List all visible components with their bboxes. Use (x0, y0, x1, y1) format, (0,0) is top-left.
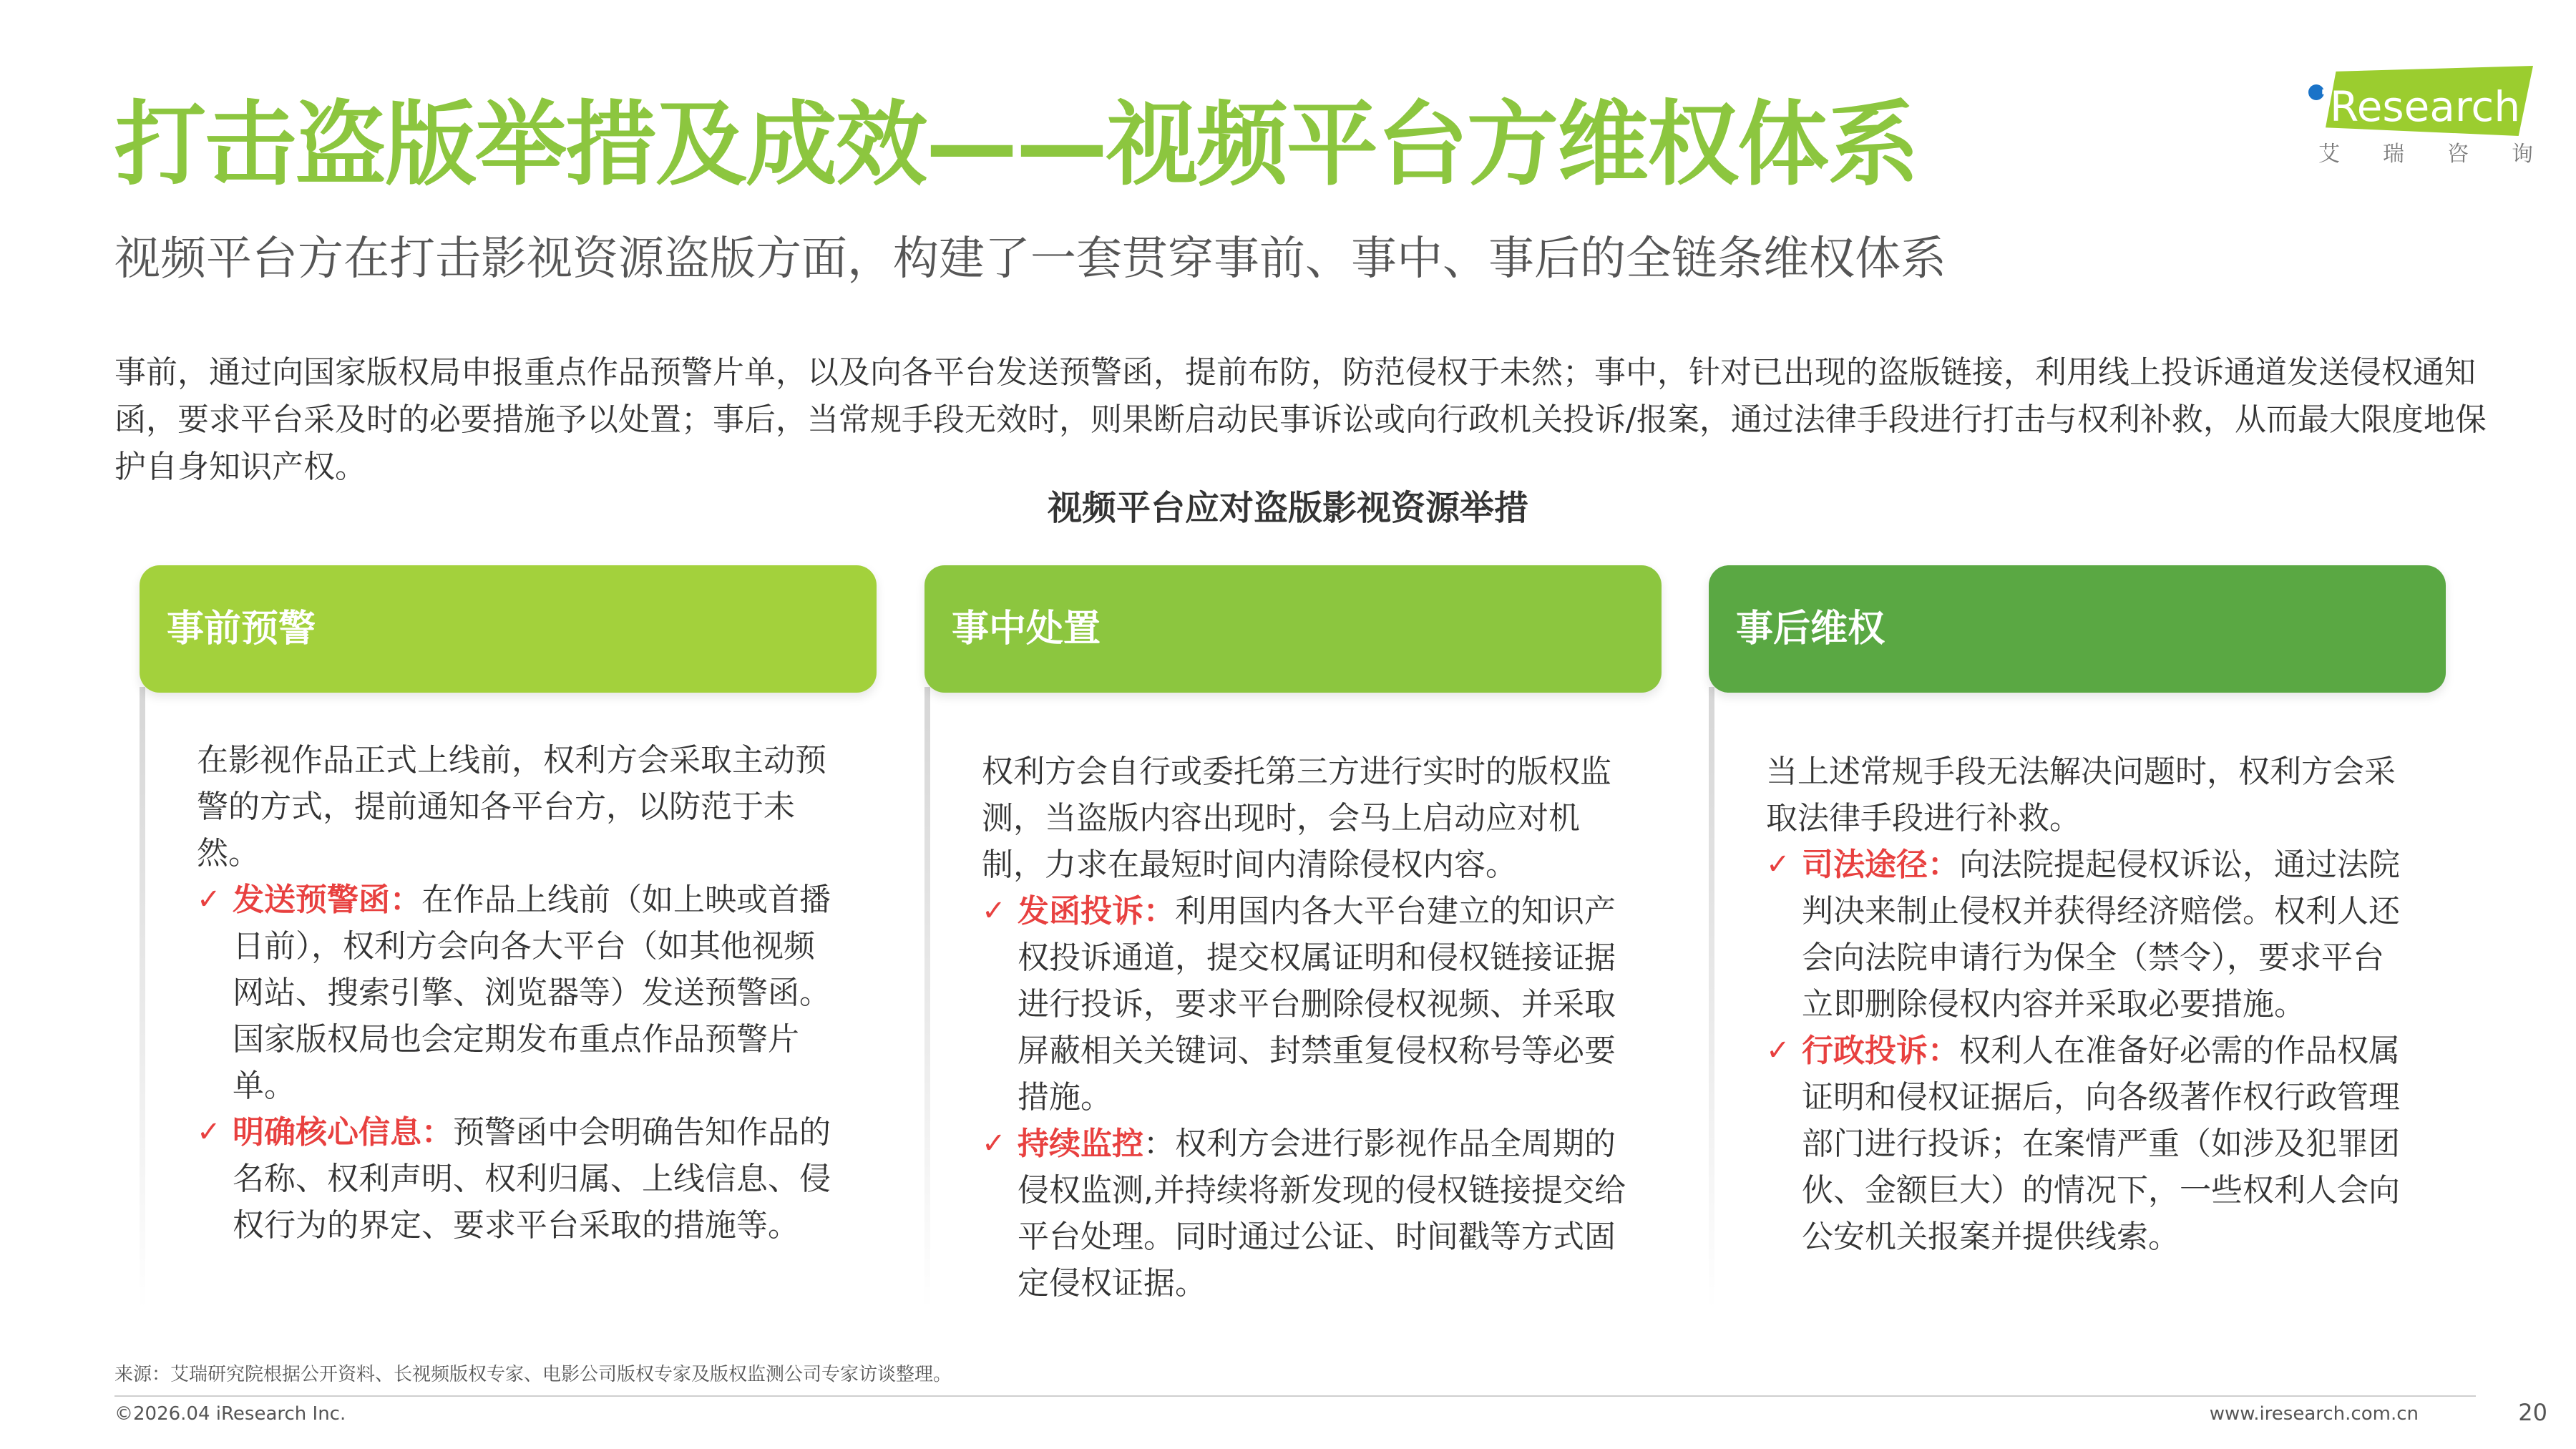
card-title: 事中处置 (952, 608, 1101, 650)
card-left-edge (924, 687, 930, 1309)
bullet-label: 持续监控 (1018, 1126, 1143, 1162)
bullet-item (982, 888, 1626, 1121)
card-intro: 在影视作品正式上线前，权利方会采取主动预警的方式，提前通知各平台方，以防范于未然。 (197, 742, 826, 872)
bullet-label: 司法途径： (1802, 847, 1959, 883)
page-title: 打击盗版举措及成效——视频平台方维权体系 (114, 92, 1918, 198)
check-icon: ✓ (1766, 848, 1790, 881)
bullet-text: 向法院提起侵权诉讼，通过法院判决来制止侵权并获得经济赔偿。权利人还会向法院申请行为保全（禁令），要求平台立即删除侵权内容并采取必要措施。 (1802, 847, 2400, 1023)
card-body (197, 737, 841, 1249)
bullet-text: 利用国内各大平台建立的知识产权投诉通道，提交权属证明和侵权链接证据进行投诉，要求平台删除侵权视频、并采取屏蔽相关关键词、封禁重复侵权称号等必要措施。 (1018, 893, 1616, 1116)
card-header (1709, 565, 2446, 693)
card-header (924, 565, 1662, 693)
check-icon: ✓ (1766, 1034, 1790, 1067)
bullet-item (982, 1121, 1626, 1307)
card-post-rights (1709, 565, 2446, 1345)
bullet-item (197, 1109, 841, 1249)
card-left-edge (140, 687, 145, 1309)
card-intro: 当上述常规手段无法解决问题时，权利方会采取法律手段进行补救。 (1766, 753, 2396, 836)
logo-sub-char: 瑞 (2383, 142, 2404, 167)
card-left-edge (1709, 687, 1714, 1309)
check-icon: ✓ (982, 1127, 1006, 1160)
check-icon: ✓ (982, 894, 1006, 927)
check-icon: ✓ (197, 1116, 221, 1148)
page-subtitle: 视频平台方在打击影视资源盗版方面，构建了一套贯穿事前、事中、事后的全链条维权体系 (114, 233, 1946, 286)
card-in-process (924, 565, 1662, 1345)
card-header (140, 565, 877, 693)
bullet-text: 权利人在准备好必需的作品权属证明和侵权证据后，向各级著作权行政管理部门进行投诉；在案情严重（如涉及犯罪团伙、金额巨大）的情况下，一些权利人会向公安机关报案并提供线索。 (1802, 1033, 2400, 1255)
bullet-text: 预警函中会明确告知作品的名称、权利声明、权利归属、上线信息、侵权行为的界定、要求平台采取的措施等。 (233, 1114, 831, 1244)
bullet-text: ：权利方会进行影视作品全周期的侵权监测,并持续将新发现的侵权链接提交给平台处理。同时通过公证、时间戳等方式固定侵权证据。 (1018, 1126, 1626, 1302)
card-title: 事后维权 (1736, 608, 1885, 650)
card-title: 事前预警 (167, 608, 316, 650)
source-note: 来源：艾瑞研究院根据公开资料、长视频版权专家、电影公司版权专家及版权监测公司专家访谈整理。 (114, 1364, 952, 1385)
bullet-label: 行政投诉： (1802, 1033, 1959, 1069)
intro-paragraph: 事前，通过向国家版权局申报重点作品预警片单，以及向各平台发送预警函，提前布防，防范侵权于未然；事中，针对已出现的盗版链接，利用线上投诉通道发送侵权通知函，要求平台采及时的必要措施予以处置；事后，当常规手段无效时，则果断启动民事诉讼或向行政机关投诉/报案，通过法律手段进行打击与权利补救，从而最大限度地保护自身知识产权。 (114, 354, 2487, 485)
card-body (982, 748, 1626, 1307)
website-link[interactable]: www.iresearch.com.cn (2209, 1403, 2419, 1425)
card-body (1766, 748, 2410, 1260)
logo-sub-char: 艾 (2318, 142, 2340, 167)
copyright: ©2026.04 iResearch Inc. (114, 1403, 346, 1425)
bullet-item (1766, 841, 2410, 1028)
card-pre-warning (140, 565, 877, 1345)
bullet-item (1766, 1028, 2410, 1260)
bullet-label: 发函投诉： (1018, 893, 1175, 930)
check-icon: ✓ (197, 883, 221, 916)
bullet-label: 明确核心信息： (233, 1114, 453, 1151)
footer-divider (114, 1395, 2476, 1397)
logo-subtext (2318, 142, 2533, 167)
bullet-item (197, 877, 841, 1109)
iresearch-logo (2304, 66, 2533, 173)
card-intro: 权利方会自行或委托第三方进行实时的版权监测，当盗版内容出现时，会马上启动应对机制，力求在最短时间内清除侵权内容。 (982, 753, 1611, 883)
logo-sub-char: 询 (2512, 142, 2533, 167)
logo-text: iResearch (2318, 82, 2521, 131)
logo-sub-char: 咨 (2447, 142, 2469, 167)
page-number: 20 (2518, 1399, 2547, 1426)
diagram-title: 视频平台应对盗版影视资源举措 (1047, 488, 1528, 528)
bullet-text: 在作品上线前（如上映或首播日前），权利方会向各大平台（如其他视频网站、搜索引擎、浏览器等）发送预警函。国家版权局也会定期发布重点作品预警片单。 (233, 882, 831, 1104)
bullet-label: 发送预警函： (233, 882, 421, 918)
